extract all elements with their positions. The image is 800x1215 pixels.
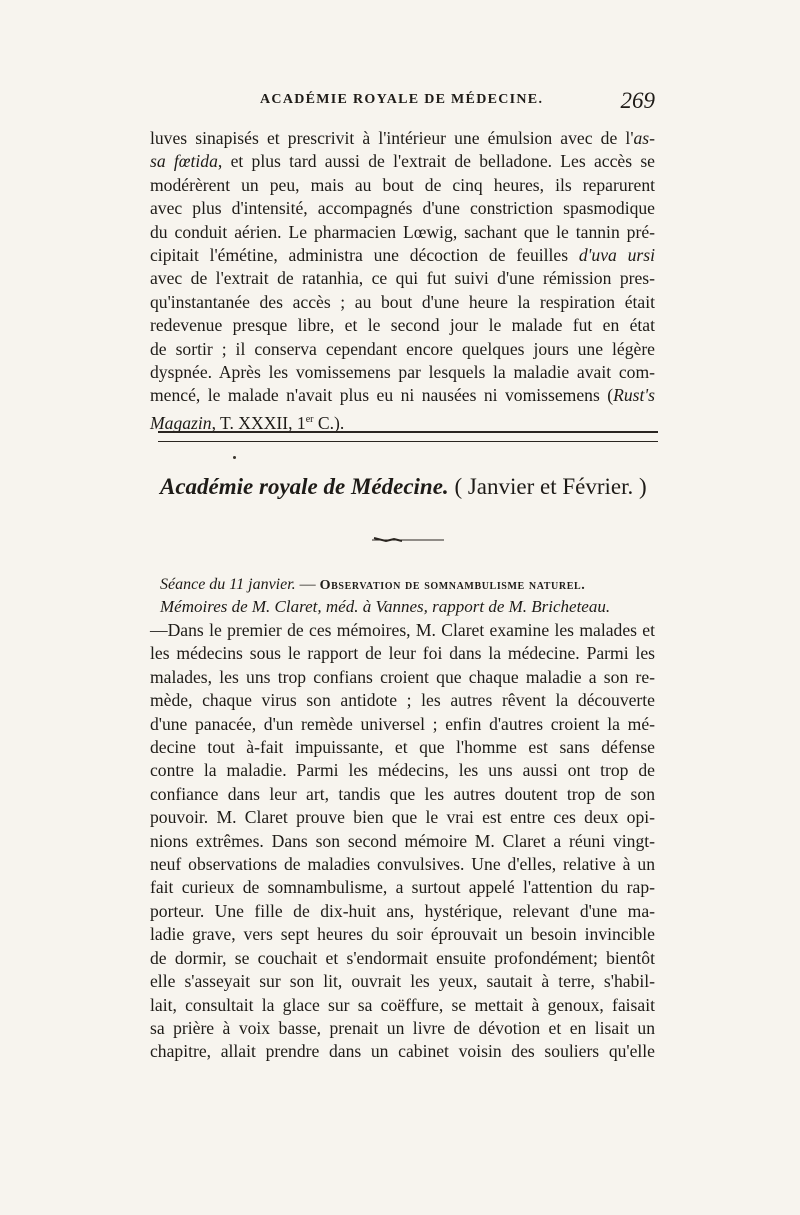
text-line: mède, chaque virus son antidote ; les autres rêvent la découverte (150, 690, 655, 711)
text-line: elle s'asseyait sur son lit, ouvrait les yeux, sautait à terre, s'habil- (150, 971, 655, 992)
observation-title: Observation de somnambulisme naturel. (319, 578, 586, 593)
text-line: avec plus d'intensité, accompagnés d'une constriction spasmodique (150, 198, 655, 219)
running-title: ACADÉMIE ROYALE DE MÉDECINE. (260, 92, 544, 107)
text-line: cipitait l'émétine, administra une décoction de feuilles d'uva ursi (150, 245, 655, 266)
ornament-dot (233, 456, 236, 459)
text-line: avec de l'extrait de ratanhia, ce qui fut suivi d'une rémission pres- (150, 268, 655, 289)
section-heading (160, 474, 660, 500)
text-line: nions extrêmes. Dans son second mémoire M. Claret a réuni vingt- (150, 830, 655, 851)
text-line: Magazin, T. XXXII, 1er C.). (150, 412, 345, 433)
text-line: confiance dans leur art, tandis que les autres doutent trop de son (150, 783, 655, 804)
page-number: 269 (620, 88, 655, 113)
text-line: malades, les uns trop confians croient que chaque maladie a son re- (150, 666, 655, 687)
text-line: de dormir, se couchait et s'endormait ensuite profondément; bientôt (150, 947, 655, 968)
text-line: du conduit aérien. Le pharmacien Lœwig, sachant que le tannin pré- (150, 221, 655, 242)
text-line: de sortir ; il conserva cependant encore quelques jours une légère (150, 338, 655, 359)
flourish-ornament (370, 537, 446, 543)
text-line: qu'instantanée des accès ; au bout d'une heure la respiration était (150, 291, 655, 312)
text-line: —Dans le premier de ces mémoires, M. Claret examine les malades et (150, 620, 655, 640)
running-head (150, 88, 655, 118)
text-line: pouvoir. M. Claret prouve bien que le vrai est entre ces deux opi- (150, 807, 655, 828)
text-line: neuf observations de maladies convulsives. Une d'elles, relative à un (150, 854, 655, 875)
section-heading-title: Académie royale de Médecine. (160, 474, 449, 499)
text-line: sa fœtida, et plus tard aussi de l'extrait de belladone. Les accès se (150, 151, 655, 172)
text-line: chapitre, allait prendre dans un cabinet voisin des souliers qu'elle (150, 1041, 655, 1062)
text-line: lait, consultait la glace sur sa coëffure, se mettait à genoux, faisait (150, 994, 655, 1015)
text-line: redevenue presque libre, et le second jour le malade fut en état (150, 315, 655, 336)
bottom-paragraph (150, 619, 655, 1064)
session-separator: — (295, 576, 320, 593)
text-line: modérèrent un peu, mais au bout de cinq heures, ils reparurent (150, 174, 655, 195)
session-date: Séance du 11 janvier. (160, 576, 296, 593)
text-line: fait curieux de somnambulisme, a surtout appelé l'attention du rap- (150, 877, 655, 898)
text-line: dyspnée. Après les vomissemens par lesquels la maladie avait com- (150, 362, 655, 383)
section-heading-period: ( Janvier et Février. ) (448, 474, 647, 499)
session-line (160, 576, 655, 594)
double-rule-divider (158, 431, 658, 442)
memoires-line: Mémoires de M. Claret, méd. à Vannes, rapport de M. Bricheteau. (160, 597, 611, 616)
text-line: decine tout à-fait impuissante, et que l'homme est sans défense (150, 737, 655, 758)
text-line: les médecins sous le rapport de leur foi dans la médecine. Parmi les (150, 643, 655, 664)
top-paragraph (150, 127, 655, 435)
text-line: luves sinapisés et prescrivit à l'intérieur une émulsion avec de l'as- (150, 128, 655, 148)
text-line: sa prière à voix basse, prenait un livre de dévotion et en lisait un (150, 1017, 655, 1038)
text-line: d'une panacée, d'un remède universel ; enfin d'autres croient la mé- (150, 713, 655, 734)
text-line: porteur. Une fille de dix-huit ans, hystérique, relevant d'une ma- (150, 900, 655, 921)
text-line: mencé, le malade n'avait plus eu ni nausées ni vomissemens (Rust's (150, 385, 655, 406)
text-line: ladie grave, vers sept heures du soir éprouvait un besoin invincible (150, 924, 655, 945)
text-line: contre la maladie. Parmi les médecins, les uns aussi ont trop de (150, 760, 655, 781)
